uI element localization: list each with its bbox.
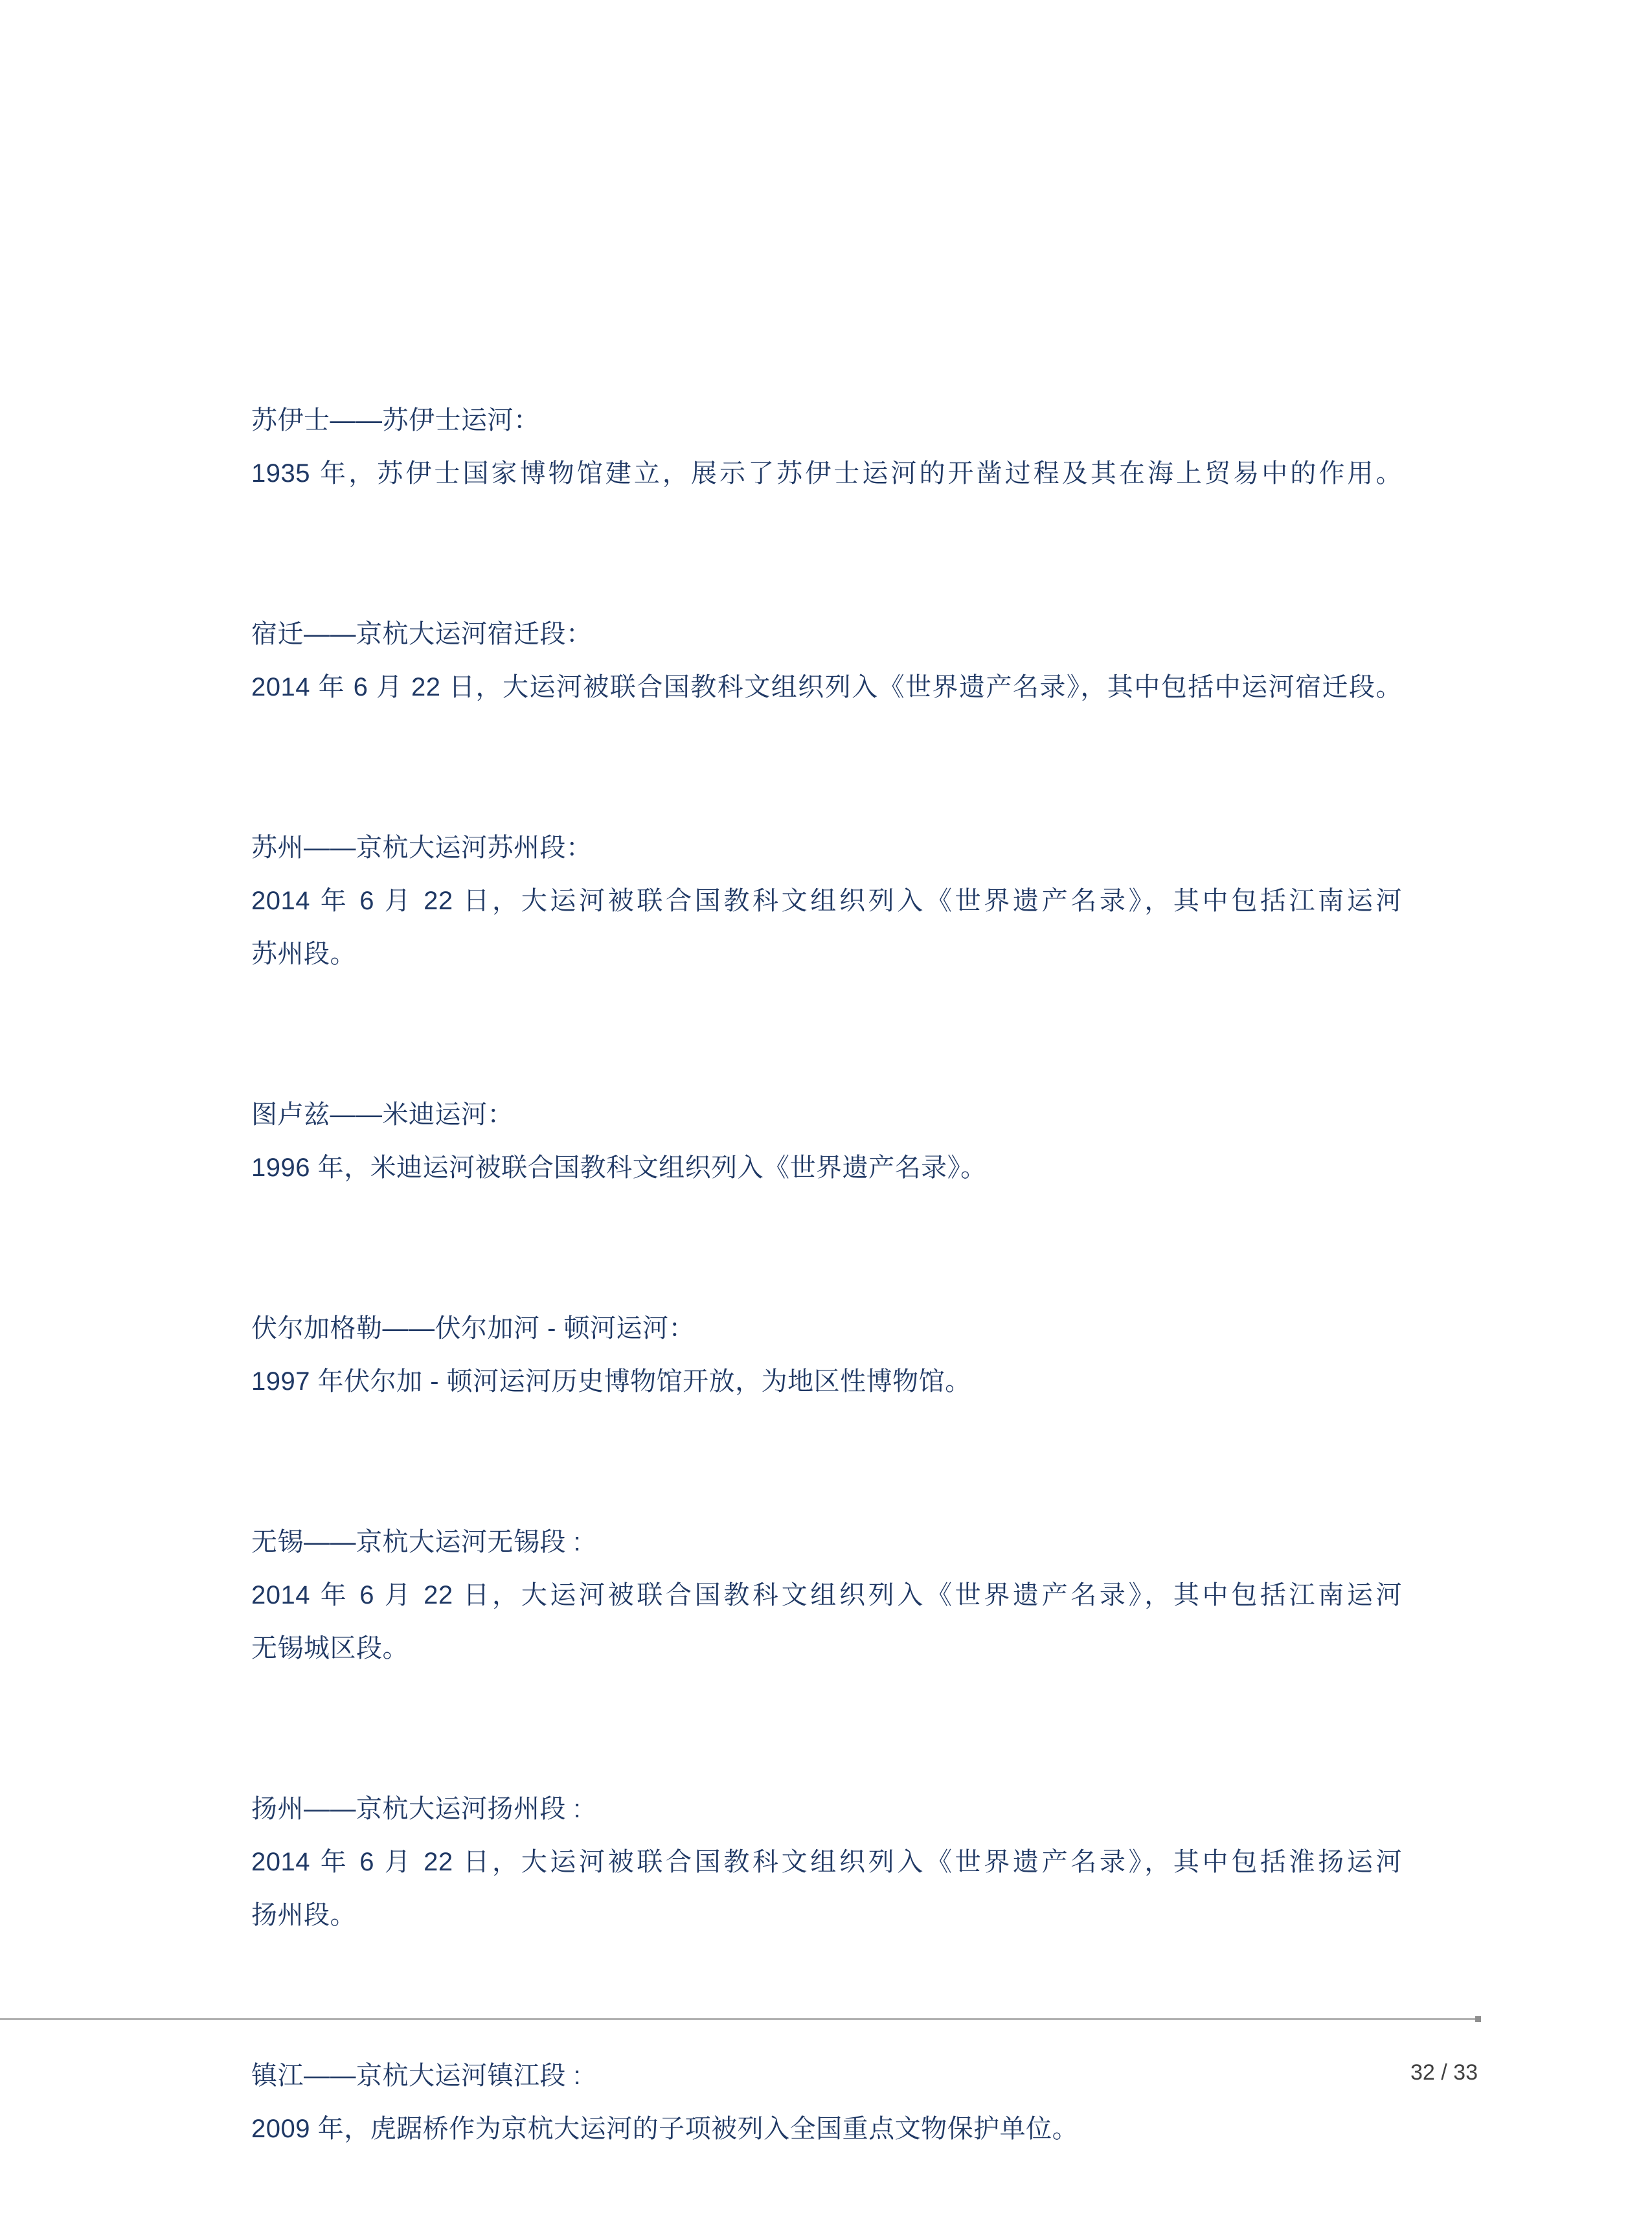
entry-body-line: 2014 年 6 月 22 日，大运河被联合国教科文组织列入《世界遗产名录》，其中包括中运河宿迁段。 — [251, 673, 1402, 701]
entry-heading: 无锡——京杭大运河无锡段 : — [251, 1528, 582, 1556]
page-number: 32 / 33 — [1410, 2060, 1478, 2085]
divider-end-square — [1475, 2016, 1481, 2022]
entry-heading: 图卢兹——米迪运河： — [251, 1100, 514, 1129]
entry-heading: 苏伊士——苏伊士运河： — [251, 406, 540, 435]
canal-entry-suez — [251, 394, 1402, 500]
entry-body-line: 苏州段。 — [251, 940, 356, 968]
canal-entry-toulouse — [251, 1088, 1402, 1194]
entry-body-line: 2014 年 6 月 22 日，大运河被联合国教科文组织列入《世界遗产名录》，其中包括江南运河 — [251, 1581, 1402, 1609]
entry-body-line: 2009 年，虎踞桥作为京杭大运河的子项被列入全国重点文物保护单位。 — [251, 2115, 1079, 2143]
entry-heading: 苏州——京杭大运河苏州段： — [251, 834, 593, 862]
entry-body-line: 1996 年，米迪运河被联合国教科文组织列入《世界遗产名录》。 — [251, 1153, 987, 1182]
entry-heading: 宿迁——京杭大运河宿迁段： — [251, 620, 593, 648]
canal-entry-wuxi — [251, 1516, 1402, 1675]
entry-body-line: 2014 年 6 月 22 日，大运河被联合国教科文组织列入《世界遗产名录》，其中包括江南运河 — [251, 887, 1402, 915]
canal-entry-zhenjiang — [251, 2049, 1402, 2155]
entry-heading: 扬州——京杭大运河扬州段 : — [251, 1795, 582, 1823]
entry-body-line: 扬州段。 — [251, 1901, 356, 1929]
canal-entry-suqian — [251, 608, 1402, 714]
entry-body-line: 无锡城区段。 — [251, 1634, 409, 1663]
canal-entry-suzhou — [251, 821, 1402, 981]
canal-entry-volgograd — [251, 1302, 1402, 1408]
entry-heading: 伏尔加格勒——伏尔加河 - 顿河运河： — [251, 1314, 696, 1343]
entry-body-line: 1997 年伏尔加 - 顿河运河历史博物馆开放，为地区性博物馆。 — [251, 1367, 971, 1396]
entry-body-line: 2014 年 6 月 22 日，大运河被联合国教科文组织列入《世界遗产名录》，其中包括淮扬运河 — [251, 1848, 1402, 1876]
entry-body-line: 1935 年，苏伊士国家博物馆建立，展示了苏伊士运河的开凿过程及其在海上贸易中的作用。 — [251, 459, 1402, 488]
footer-divider-line — [0, 2018, 1481, 2020]
document-content — [251, 394, 1402, 2155]
canal-entry-yangzhou — [251, 1782, 1402, 1942]
entry-heading: 镇江——京杭大运河镇江段 : — [251, 2061, 582, 2090]
